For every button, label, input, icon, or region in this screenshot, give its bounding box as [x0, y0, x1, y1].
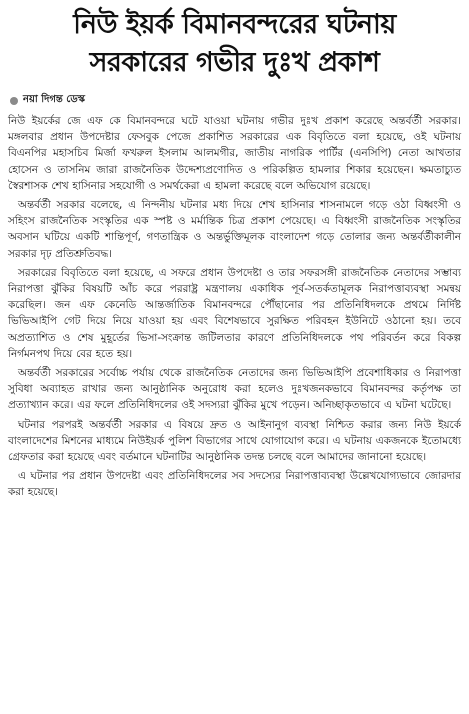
byline: [10, 92, 461, 109]
paragraph-1: নিউ ইয়র্কের জে এফ কে বিমানবন্দরে ঘটে যাওয়া ঘটনায় গভীর দুঃখ প্রকাশ করেছে অন্তর্বর্তী সরকার। মঙ্গলবার প্রধান উপদেষ্টার ফেসবুক পেজে প্রকাশিত সরকারের এক বিবৃতিতে বলা হয়েছে, ওই ঘটনায় বিএনপির মহাসচিব মির্জা ফখরুল ইসলাম আলমগীর, জাতীয় নাগরিক পার্টির (এনসিপি) নেতা আখতার হোসেন ও তাসনিম জারা রাজনৈতিক উদ্দেশ্যপ্রণোদিত ও পরিকল্পিত হামলার শিকার হয়েছেন। ক্ষমতাচ্যুত স্বৈরশাসক শেখ হাসিনার সহযোগী ও সমর্থকেরা এ হামলা করেছে বলে অভিযোগ রয়েছে।: [8, 115, 461, 192]
article-body: [8, 113, 461, 501]
headline: [8, 6, 461, 82]
headline-line-1: নিউ ইয়র্ক বিমানবন্দরের ঘটনায়: [73, 9, 396, 40]
paragraph-2: অন্তর্বর্তী সরকার বলেছে, এ নিন্দনীয় ঘটনার মধ্য দিয়ে শেখ হাসিনার শাসনামলে গড়ে ওঠা বিধ্বংসী ও সহিংস রাজনৈতিক সংস্কৃতির এক স্পষ্ট ও মর্মান্তিক চিত্র প্রকাশ পেয়েছে। এ বিধ্বংসী রাজনৈতিক সংস্কৃতির অবসান ঘটিয়ে একটি শান্তিপূর্ণ, গণতান্ত্রিক ও অন্তর্ভুক্তিমূলক বাংলাদেশ গড়ে তোলার জন্য অন্তর্বর্তীকালীন সরকার দৃঢ় প্রতিশ্রুতিবদ্ধ।: [8, 199, 461, 260]
paragraph-6: এ ঘটনার পর প্রধান উপদেষ্টা এবং প্রতিনিধিদলের সব সদস্যের নিরাপত্তাব্যবস্থা উল্লেখযোগ্যভাবে জোরদার করা হয়েছে।: [8, 470, 461, 499]
paragraph-3: সরকারের বিবৃতিতে বলা হয়েছে, এ সফরে প্রধান উপদেষ্টা ও তার সফরসঙ্গী রাজনৈতিক নেতাদের সম্ভাব্য নিরাপত্তা ঝুঁকির বিষয়টি আঁচ করে পররাষ্ট্র মন্ত্রণালয় একাধিক পূর্ব-সতর্কতামূলক নিরাপত্তাব্যবস্থা সমন্বয় করেছিল। জন এফ কেনেডি আন্তর্জাতিক বিমানবন্দরে পৌঁছানোর পর প্রতিনিধিদলকে প্রথমে নির্দিষ্ট ভিভিআইপি গেট দিয়ে নিয়ে যাওয়া হয় এবং বিশেষভাবে সুরক্ষিত পরিবহন ইউনিটে ওঠানো হয়। তবে অপ্রত্যাশিত ও শেষ মুহূর্তের ভিসা-সংক্রান্ত জটিলতার কারণে প্রতিনিধিদলকে পথ পরিবর্তন করে বিকল্প নির্গমনপথ দিয়ে বের হতে হয়।: [8, 266, 461, 360]
paragraph-5: ঘটনার পরপরই অন্তর্বর্তী সরকার এ বিষয়ে দ্রুত ও আইনানুগ ব্যবস্থা নিশ্চিত করার জন্য নিউ ইয়র্কে বাংলাদেশের মিশনের মাধ্যমে নিউইয়র্ক পুলিশ বিভাগের সাথে যোগাযোগ করে। এ ঘটনায় একজনকে ইতোমধ্যে গ্রেফতার করা হয়েছে এবং বর্তমানে ঘটনাটির আনুষ্ঠানিক তদন্ত চলছে বলে আমাদের জানানো হয়েছে।: [8, 418, 461, 464]
paragraph-4: অন্তর্বর্তী সরকারের সর্বোচ্চ পর্যায় থেকে রাজনৈতিক নেতাদের জন্য ভিভিআইপি প্রবেশাধিকার ও নিরাপত্তা সুবিধা অব্যাহত রাখার জন্য আনুষ্ঠানিক অনুরোধ করা হলেও দুঃখজনকভাবে বিমানবন্দর কর্তৃপক্ষ তা প্রত্যাখ্যান করে। এর ফলে প্রতিনিধিদলের ওই সদস্যরা ঝুঁকির মুখে পড়েন। অনিচ্ছাকৃতভাবে এ ঘটনা ঘটেছে।: [8, 367, 461, 412]
byline-text: নয়া দিগন্ত ডেস্ক: [23, 94, 85, 105]
headline-line-2: সরকারের গভীর দুঃখ প্রকাশ: [89, 47, 380, 78]
bullet-icon: [10, 97, 18, 105]
